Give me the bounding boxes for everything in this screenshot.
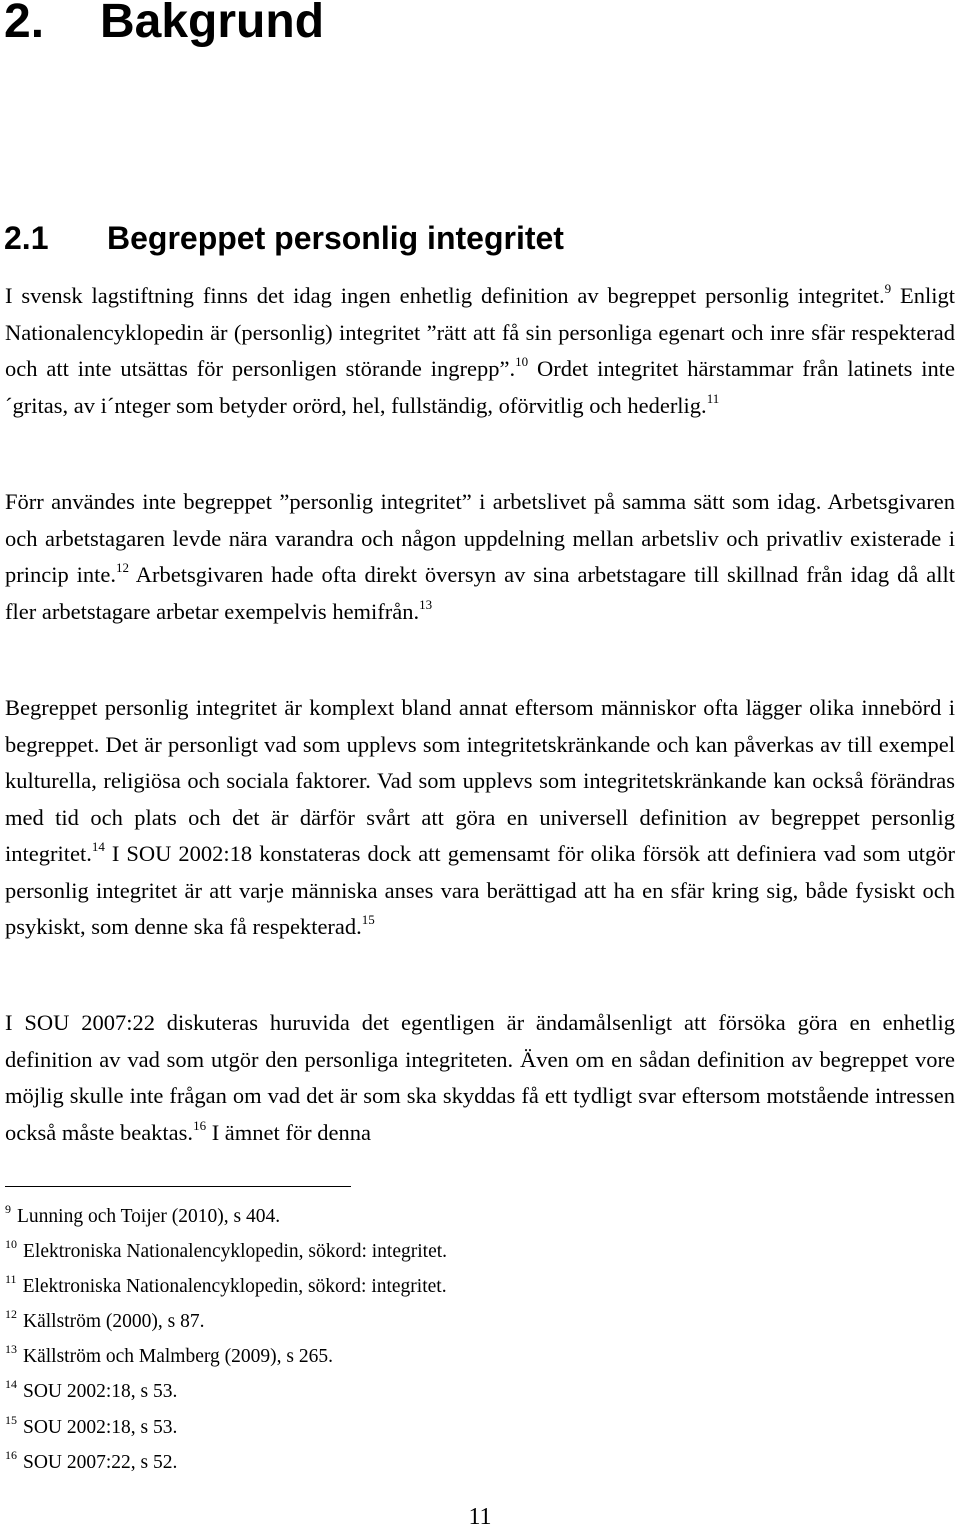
footnote-separator xyxy=(5,1186,351,1187)
paragraph-2 xyxy=(5,484,955,630)
footnote-text: Källström och Malmberg (2009), s 265. xyxy=(23,1346,333,1368)
footnote-ref: 11 xyxy=(706,390,720,406)
footnote-12 xyxy=(5,1304,905,1339)
footnote-ref: 15 xyxy=(361,912,375,927)
footnote-number: 16 xyxy=(5,1447,17,1462)
paragraph-text: Förr användes inte begreppet ”personlig integritet” i arbetslivet på samma sätt som idag. Arbetsgivaren och arbetstagaren levde nära varandra och någon uppdelning mellan arbetsliv och privatliv existerade i princip inte. xyxy=(5,489,955,587)
footnote-text: Elektroniska Nationalencyklopedin, sökord: integritet. xyxy=(23,1241,448,1263)
paragraph-text: I SOU 2007:22 diskuteras huruvida det egentligen är ändamålsenligt att försöka göra en enhetlig definition av vad som utgör den personliga integriteten. Även om en sådan definition av begreppet vore möjlig skulle inte frågan om vad det är som ska skyddas få ett tydligt svar eftersom motstående intressen också måste beaktas. xyxy=(5,1010,955,1145)
footnote-number: 11 xyxy=(5,1272,17,1287)
footnote-text: Källström (2000), s 87. xyxy=(23,1311,205,1333)
paragraph-4 xyxy=(5,1005,955,1151)
page-number: 11 xyxy=(468,1504,492,1530)
footnotes xyxy=(5,1199,905,1480)
paragraph-1 xyxy=(5,278,955,424)
paragraph-text: Begreppet personlig integritet är komplext bland annat eftersom människor ofta lägger olika innebörd i begreppet. Det är personligt vad som upplevs som integritetskränkande och kan påverkas av till exempel kulturella, religiösa och sociala faktorer. Vad som upplevs som integritetskränkande kan också förändras med tid och plats och det är därför svårt att göra en universell definition av begreppet personlig integritet. xyxy=(5,695,955,866)
paragraph-text: I ämnet för denna xyxy=(206,1119,371,1145)
paragraph-text: Enligt Nationalencyklopedin är (personlig) integritet ”rätt att få sin personliga egenart och inre sfär respekterad och att inte utsättas för personligen störande ingrepp”. xyxy=(5,283,955,381)
footnote-ref: 9 xyxy=(884,281,892,296)
footnote-number: 12 xyxy=(5,1307,17,1322)
footnote-text: Lunning och Toijer (2010), s 404. xyxy=(17,1206,281,1227)
footnote-number: 9 xyxy=(5,1202,11,1216)
footnote-number: 14 xyxy=(5,1377,17,1392)
footnote-16 xyxy=(5,1445,905,1480)
footnote-13 xyxy=(5,1339,905,1374)
paragraph-text: I svensk lagstiftning finns det idag ingen enhetlig definition av begreppet personlig integritet. xyxy=(5,283,885,308)
paragraph-text: Ordet integritet härstammar från latinets inte´gritas, av i´nteger som betyder orörd, hel, fullständig, oförvitlig och hederlig. xyxy=(5,356,955,418)
footnote-9 xyxy=(5,1199,905,1234)
footnote-ref: 16 xyxy=(193,1117,207,1133)
chapter-heading xyxy=(4,0,324,54)
footnote-number: 13 xyxy=(5,1342,17,1357)
footnote-14 xyxy=(5,1374,905,1409)
footnote-11 xyxy=(5,1269,905,1304)
footnote-ref: 12 xyxy=(116,560,130,575)
chapter-title: Bakgrund xyxy=(100,0,325,48)
paragraph-3 xyxy=(5,690,955,946)
chapter-number: 2. xyxy=(4,0,45,48)
footnote-ref: 14 xyxy=(91,839,105,854)
footnote-number: 15 xyxy=(5,1412,17,1427)
paragraph-text: Arbetsgivaren hade ofta direkt översyn av sina arbetstagare till skillnad från idag då allt fler arbetstagare arbetar exempelvis hemifrån. xyxy=(5,562,955,624)
paragraph-text: I SOU 2002:18 konstateras dock att gemensamt för olika försök att definiera vad som utgör personlig integritet är att varje människa anses vara berättigad att ha en sfär kring sig, både fysiskt och psykiskt, som denne ska få respekterad. xyxy=(5,841,955,939)
section-heading xyxy=(4,216,564,260)
footnote-15 xyxy=(5,1410,905,1445)
footnote-text: SOU 2002:18, s 53. xyxy=(23,1416,178,1438)
section-title: Begreppet personlig integritet xyxy=(107,220,564,256)
footnote-10 xyxy=(5,1234,905,1269)
footnote-number: 10 xyxy=(5,1237,17,1252)
footnote-ref: 10 xyxy=(515,354,529,369)
section-number: 2.1 xyxy=(4,220,49,256)
footnote-text: Elektroniska Nationalencyklopedin, sökord: integritet. xyxy=(22,1276,447,1298)
footnote-text: SOU 2007:22, s 52. xyxy=(23,1451,178,1473)
footnote-ref: 13 xyxy=(419,596,433,612)
footnote-text: SOU 2002:18, s 53. xyxy=(23,1381,178,1403)
